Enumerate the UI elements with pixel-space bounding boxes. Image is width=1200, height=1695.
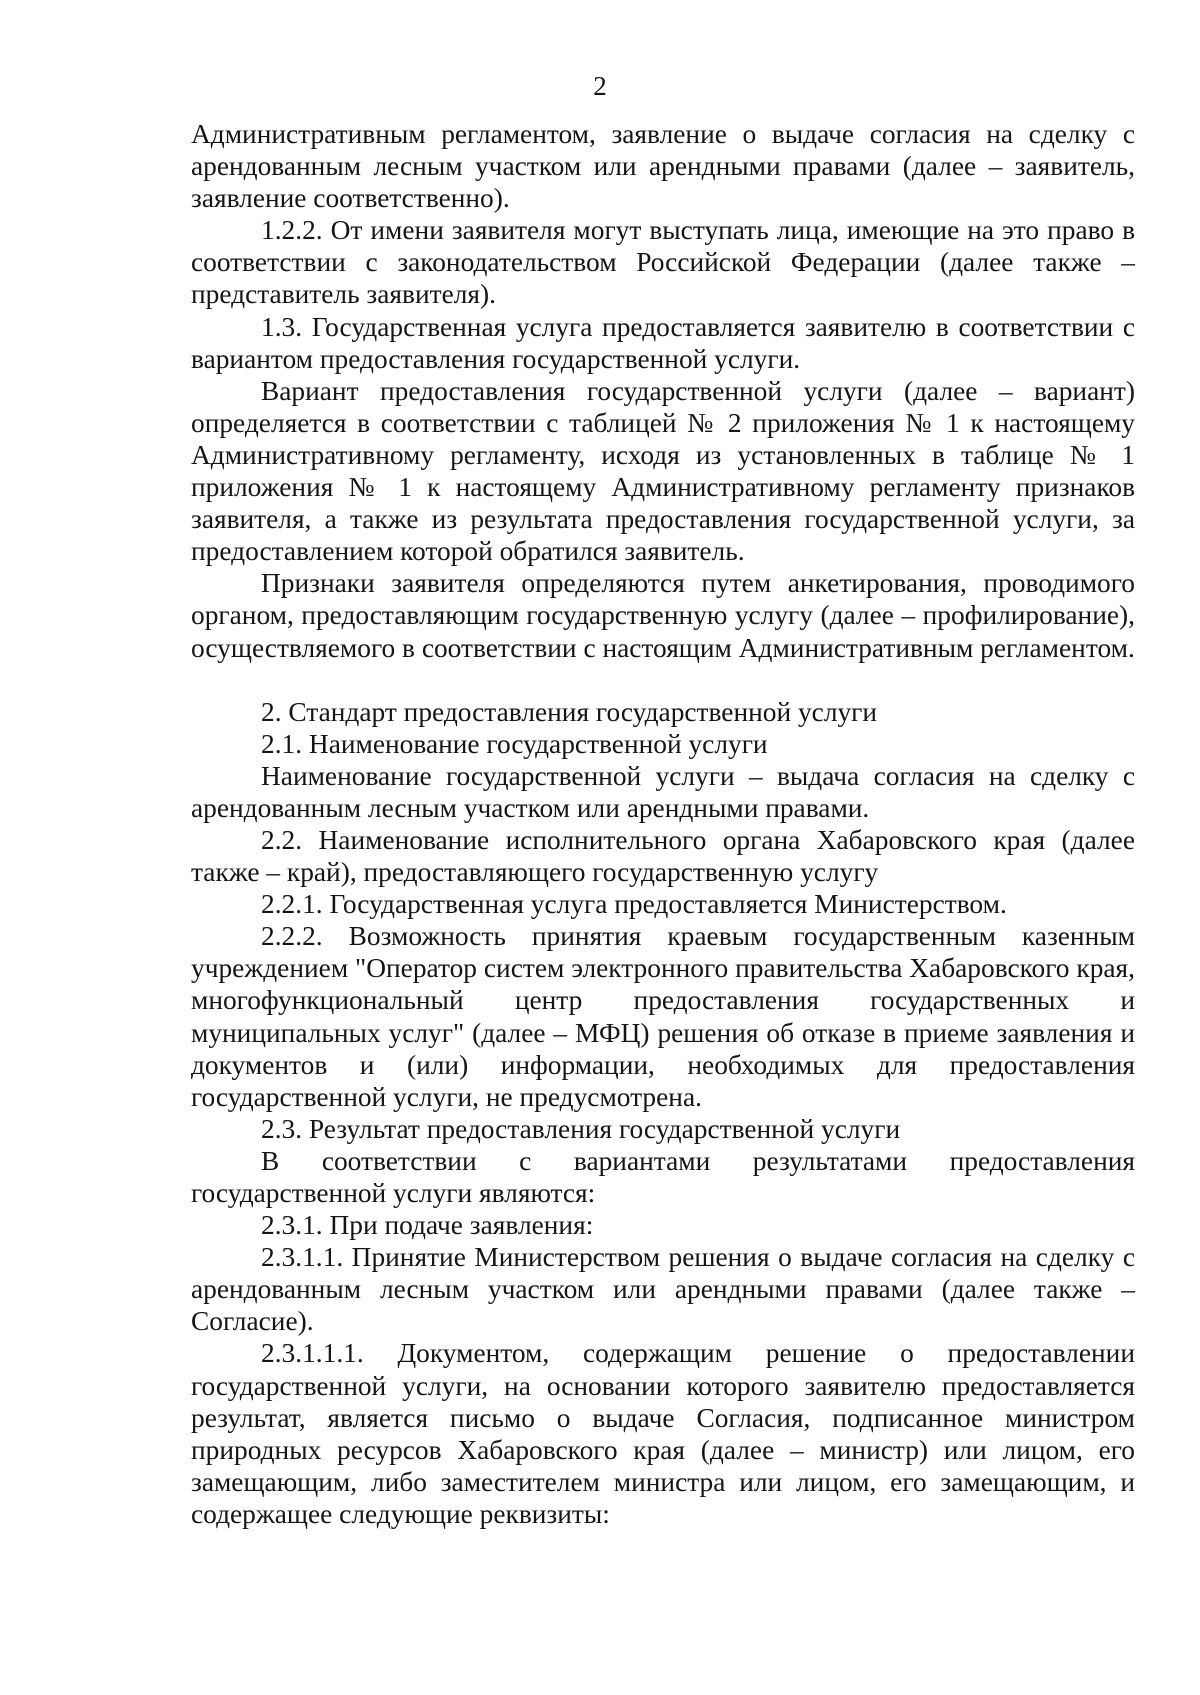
subsection-heading-2-2: 2.2. Наименование исполнительного органа Хабаровского края (далее также – край), предоставляющего государственную услугу: [191, 824, 1135, 888]
paragraph-2-3-1: 2.3.1. При подаче заявления:: [261, 1210, 594, 1241]
subsection-heading-2-3: 2.3. Результат предоставления государственной услуги: [261, 1113, 901, 1144]
paragraph-applicant-signs: Признаки заявителя определяются путем анкетирования, проводимого органом, предоставляющим государственную услугу (далее – профилирование), осуществляемого в соответствии с настоящим Административным регламентом.: [191, 568, 1135, 663]
section-heading-2: 2. Стандарт предоставления государственной услуги: [261, 696, 878, 727]
paragraph-1-2-2: 1.2.2. От имени заявителя могут выступать лица, имеющие на это право в соответствии с законодательством Российской Федерации (далее также – представитель заявителя).: [191, 215, 1135, 310]
paragraph-2-2-1: 2.2.1. Государственная услуга предоставляется Министерством.: [261, 889, 1007, 920]
paragraph-2-2-2: 2.2.2. Возможность принятия краевым государственным казенным учреждением "Оператор систем электронного правительства Хабаровского края, многофункциональный центр предоставления государственных и муниципальных услуг" (далее – МФЦ) решения об отказе в приеме заявления и документов и (или) информации, необходимых для предоставления государственной услуги, не предусмотрена.: [191, 921, 1135, 1112]
paragraph-variant: Вариант предоставления государственной услуги (далее – вариант) определяется в соответствии с таблицей № 2 приложения № 1 к настоящему Административному регламенту, исходя из установленных в таблице № 1 приложения № 1 к настоящему Административному регламенту признаков заявителя, а также из результата предоставления государственной услуги, за предоставлением которой обратился заявитель.: [191, 375, 1135, 567]
paragraph-service-name: Наименование государственной услуги – выдача согласия на сделку с арендованным лесным участком или арендными правами.: [191, 760, 1135, 823]
section-spacer: [191, 664, 1135, 696]
paragraph-1-3: 1.3. Государственная услуга предоставляется заявителю в соответствии с вариантом предоставления государственной услуги.: [191, 311, 1135, 374]
subsection-heading-2-1: 2.1. Наименование государственной услуги: [261, 728, 768, 759]
paragraph-continuation: Административным регламентом, заявление о выдаче согласия на сделку с арендованным лесным участком или арендными правами (далее – заявитель, заявление соответственно).: [191, 119, 1135, 214]
page-number: 2: [593, 71, 607, 101]
paragraph-results-intro: В соответствии с вариантами результатами предоставления государственной услуги являются:: [191, 1145, 1135, 1208]
paragraph-2-3-1-1: 2.3.1.1. Принятие Министерством решения о выдаче согласия на сделку с арендованным лесным участком или арендными правами (далее также – Согласие).: [191, 1242, 1135, 1337]
paragraph-2-3-1-1-1: 2.3.1.1.1. Документом, содержащим решение о предоставлении государственной услуги, на основании которого заявителю предоставляется результат, является письмо о выдаче Согласия, подписанное министром природных ресурсов Хабаровского края (далее – министр) или лицом, его замещающим, либо заместителем министра или лицом, его замещающим, и содержащее следующие реквизиты:: [191, 1338, 1135, 1529]
document-body: [191, 118, 1135, 1530]
